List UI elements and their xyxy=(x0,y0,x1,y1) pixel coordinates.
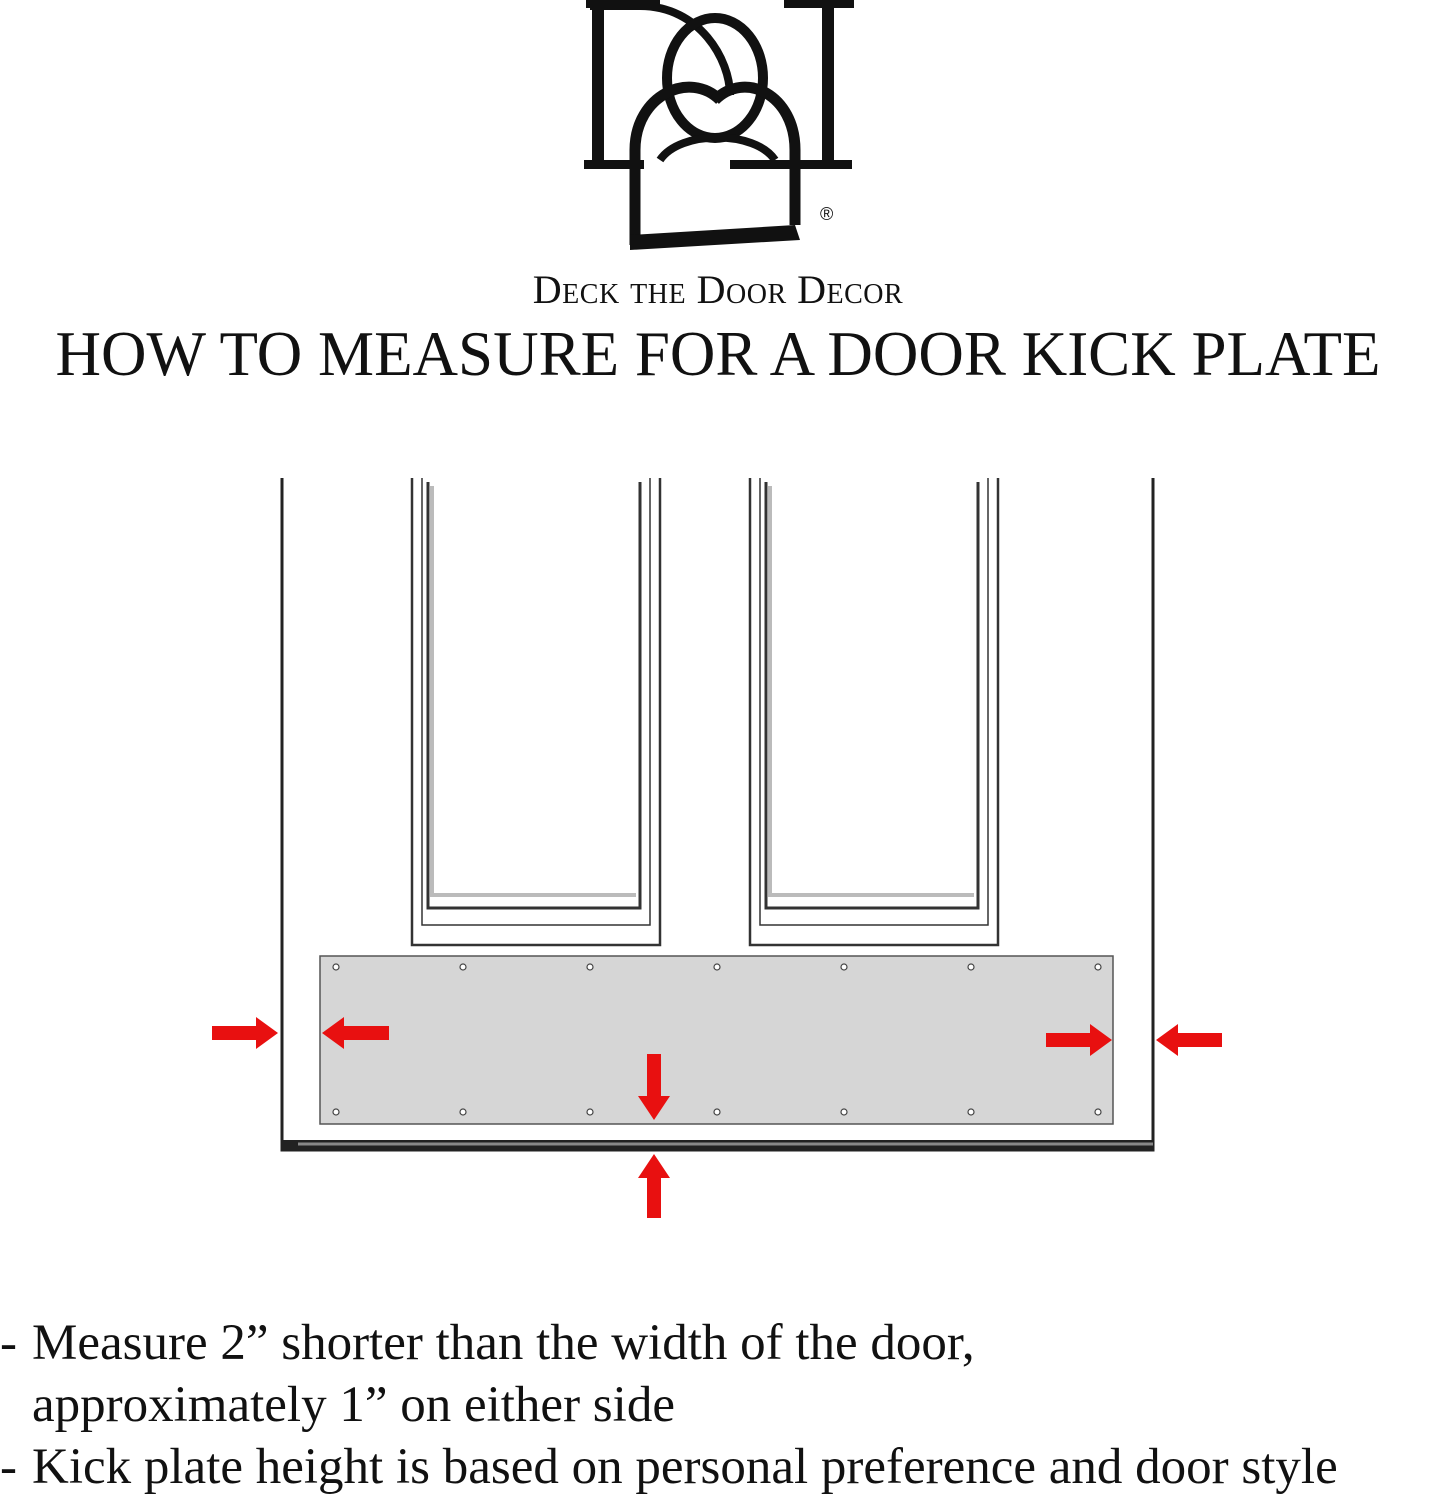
door-diagram xyxy=(0,470,1436,1240)
arrow-door-right-edge xyxy=(1156,1024,1222,1056)
arrow-door-left-edge xyxy=(212,1017,278,1049)
instruction-line xyxy=(0,1312,1436,1374)
brand-name: Deck the Door Decor xyxy=(532,267,904,312)
instruction-text: Kick plate height is based on personal preference and door style xyxy=(32,1439,1338,1495)
kick-plate xyxy=(320,956,1113,1124)
registered-mark: ® xyxy=(820,204,834,224)
arrow-door-bottom-edge xyxy=(638,1154,670,1218)
instruction-text: approximately 1” on either side xyxy=(32,1377,675,1433)
instruction-line xyxy=(0,1436,1436,1498)
bullet-dash: - xyxy=(0,1439,17,1495)
instruction-text: Measure 2” shorter than the width of the door, xyxy=(32,1315,975,1371)
page-title: HOW TO MEASURE FOR A DOOR KICK PLATE xyxy=(55,319,1381,389)
brand-logo xyxy=(580,0,860,265)
bullet-dash: - xyxy=(0,1315,17,1371)
instruction-line xyxy=(0,1374,1436,1436)
instructions xyxy=(0,1312,1436,1498)
